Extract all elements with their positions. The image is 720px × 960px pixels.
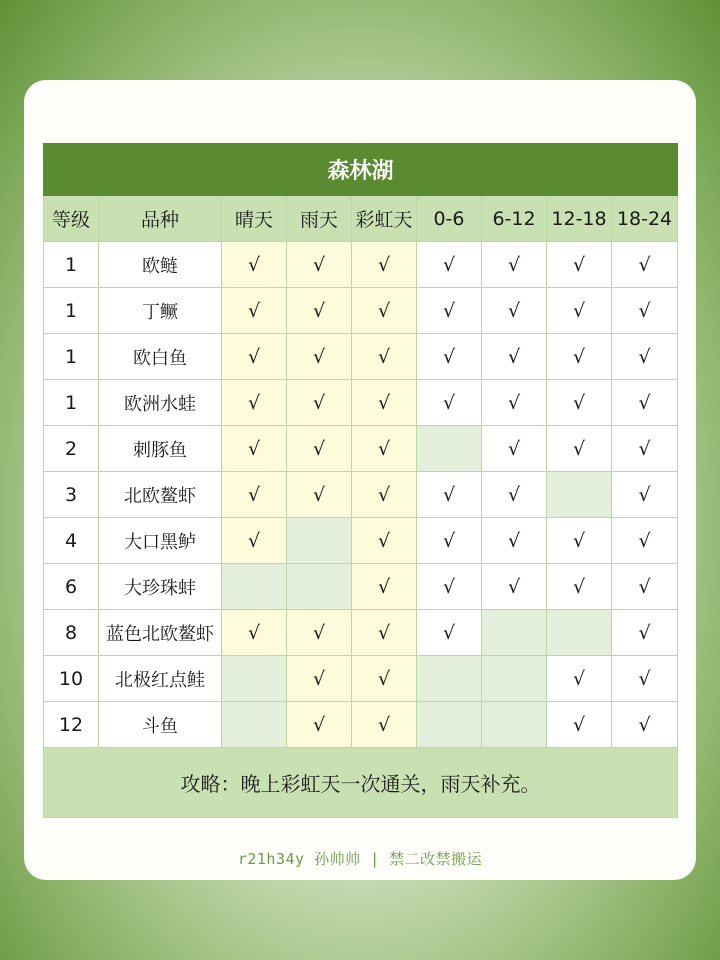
table-row: [44, 288, 678, 334]
level-cell: 10: [44, 656, 99, 702]
table-row: [44, 472, 678, 518]
time-6-12-cell: √: [482, 288, 547, 334]
time-0-6-cell: √: [417, 288, 482, 334]
time-12-18-cell: [547, 610, 612, 656]
level-cell: 1: [44, 242, 99, 288]
time-18-24-cell: √: [612, 564, 678, 610]
rainbow-cell: √: [352, 610, 417, 656]
time-6-12-cell: √: [482, 334, 547, 380]
time-6-12-cell: √: [482, 518, 547, 564]
level-cell: 12: [44, 702, 99, 748]
rainy-cell: √: [287, 380, 352, 426]
rainbow-cell: √: [352, 518, 417, 564]
time-0-6-cell: √: [417, 610, 482, 656]
rainbow-cell: √: [352, 242, 417, 288]
table-row: [44, 242, 678, 288]
time-0-6-cell: √: [417, 380, 482, 426]
rainbow-cell: √: [352, 472, 417, 518]
rainy-cell: √: [287, 610, 352, 656]
time-6-12-cell: √: [482, 380, 547, 426]
header-time-6-12: 6-12: [482, 196, 547, 242]
header-rainbow: 彩虹天: [352, 196, 417, 242]
time-18-24-cell: √: [612, 656, 678, 702]
sunny-cell: [222, 564, 287, 610]
time-0-6-cell: [417, 702, 482, 748]
level-cell: 8: [44, 610, 99, 656]
rainy-cell: [287, 518, 352, 564]
level-cell: 1: [44, 334, 99, 380]
rainbow-cell: √: [352, 380, 417, 426]
time-12-18-cell: √: [547, 334, 612, 380]
table-row: [44, 564, 678, 610]
level-cell: 6: [44, 564, 99, 610]
table-row: [44, 380, 678, 426]
time-12-18-cell: √: [547, 702, 612, 748]
species-cell: 北极红点鲑: [99, 656, 222, 702]
time-12-18-cell: √: [547, 518, 612, 564]
time-6-12-cell: √: [482, 242, 547, 288]
time-12-18-cell: [547, 472, 612, 518]
time-0-6-cell: [417, 426, 482, 472]
species-cell: 刺豚鱼: [99, 426, 222, 472]
rainy-cell: √: [287, 288, 352, 334]
rainy-cell: √: [287, 702, 352, 748]
time-12-18-cell: √: [547, 242, 612, 288]
rainbow-cell: √: [352, 656, 417, 702]
time-0-6-cell: √: [417, 518, 482, 564]
time-18-24-cell: √: [612, 518, 678, 564]
time-0-6-cell: √: [417, 242, 482, 288]
time-0-6-cell: √: [417, 564, 482, 610]
rainy-cell: √: [287, 426, 352, 472]
time-12-18-cell: √: [547, 426, 612, 472]
sunny-cell: √: [222, 426, 287, 472]
time-0-6-cell: √: [417, 472, 482, 518]
table-row: [44, 610, 678, 656]
time-6-12-cell: [482, 702, 547, 748]
table-row: [44, 426, 678, 472]
rainy-cell: [287, 564, 352, 610]
sunny-cell: √: [222, 288, 287, 334]
header-time-0-6: 0-6: [417, 196, 482, 242]
header-species: 品种: [99, 196, 222, 242]
time-6-12-cell: √: [482, 426, 547, 472]
rainy-cell: √: [287, 656, 352, 702]
header-row: [44, 196, 678, 242]
time-12-18-cell: √: [547, 288, 612, 334]
time-18-24-cell: √: [612, 334, 678, 380]
species-cell: 斗鱼: [99, 702, 222, 748]
rainbow-cell: √: [352, 426, 417, 472]
level-cell: 3: [44, 472, 99, 518]
level-cell: 1: [44, 380, 99, 426]
rainy-cell: √: [287, 242, 352, 288]
time-12-18-cell: √: [547, 564, 612, 610]
time-18-24-cell: √: [612, 702, 678, 748]
header-time-18-24: 18-24: [612, 196, 678, 242]
species-cell: 大珍珠蚌: [99, 564, 222, 610]
table-row: [44, 518, 678, 564]
time-18-24-cell: √: [612, 242, 678, 288]
time-12-18-cell: √: [547, 380, 612, 426]
species-cell: 大口黑鲈: [99, 518, 222, 564]
sunny-cell: √: [222, 380, 287, 426]
time-18-24-cell: √: [612, 472, 678, 518]
fish-table: [43, 143, 678, 818]
rainy-cell: √: [287, 334, 352, 380]
rainy-cell: √: [287, 472, 352, 518]
header-sunny: 晴天: [222, 196, 287, 242]
sunny-cell: [222, 656, 287, 702]
time-12-18-cell: √: [547, 656, 612, 702]
species-cell: 丁鳜: [99, 288, 222, 334]
species-cell: 欧鲢: [99, 242, 222, 288]
time-18-24-cell: √: [612, 380, 678, 426]
sunny-cell: √: [222, 518, 287, 564]
time-18-24-cell: √: [612, 426, 678, 472]
table-title: 森林湖: [44, 144, 678, 196]
species-cell: 蓝色北欧鳌虾: [99, 610, 222, 656]
level-cell: 1: [44, 288, 99, 334]
header-rainy: 雨天: [287, 196, 352, 242]
time-6-12-cell: √: [482, 472, 547, 518]
sunny-cell: √: [222, 334, 287, 380]
table-row: [44, 334, 678, 380]
strategy-tip: 攻略：晚上彩虹天一次通关，雨天补充。: [44, 748, 678, 818]
time-0-6-cell: [417, 656, 482, 702]
species-cell: 欧白鱼: [99, 334, 222, 380]
sunny-cell: [222, 702, 287, 748]
table-row: [44, 702, 678, 748]
rainbow-cell: √: [352, 288, 417, 334]
rainbow-cell: √: [352, 702, 417, 748]
header-time-12-18: 12-18: [547, 196, 612, 242]
sunny-cell: √: [222, 242, 287, 288]
level-cell: 2: [44, 426, 99, 472]
time-0-6-cell: √: [417, 334, 482, 380]
time-18-24-cell: √: [612, 610, 678, 656]
table-row: [44, 656, 678, 702]
rainbow-cell: √: [352, 334, 417, 380]
level-cell: 4: [44, 518, 99, 564]
time-18-24-cell: √: [612, 288, 678, 334]
time-6-12-cell: [482, 656, 547, 702]
sunny-cell: √: [222, 472, 287, 518]
species-cell: 欧洲水蛙: [99, 380, 222, 426]
rainbow-cell: √: [352, 564, 417, 610]
species-cell: 北欧鳌虾: [99, 472, 222, 518]
sunny-cell: √: [222, 610, 287, 656]
time-6-12-cell: [482, 610, 547, 656]
time-6-12-cell: √: [482, 564, 547, 610]
header-level: 等级: [44, 196, 99, 242]
footer-credit: r21h34y 孙帅帅 | 禁二改禁搬运: [237, 850, 483, 868]
